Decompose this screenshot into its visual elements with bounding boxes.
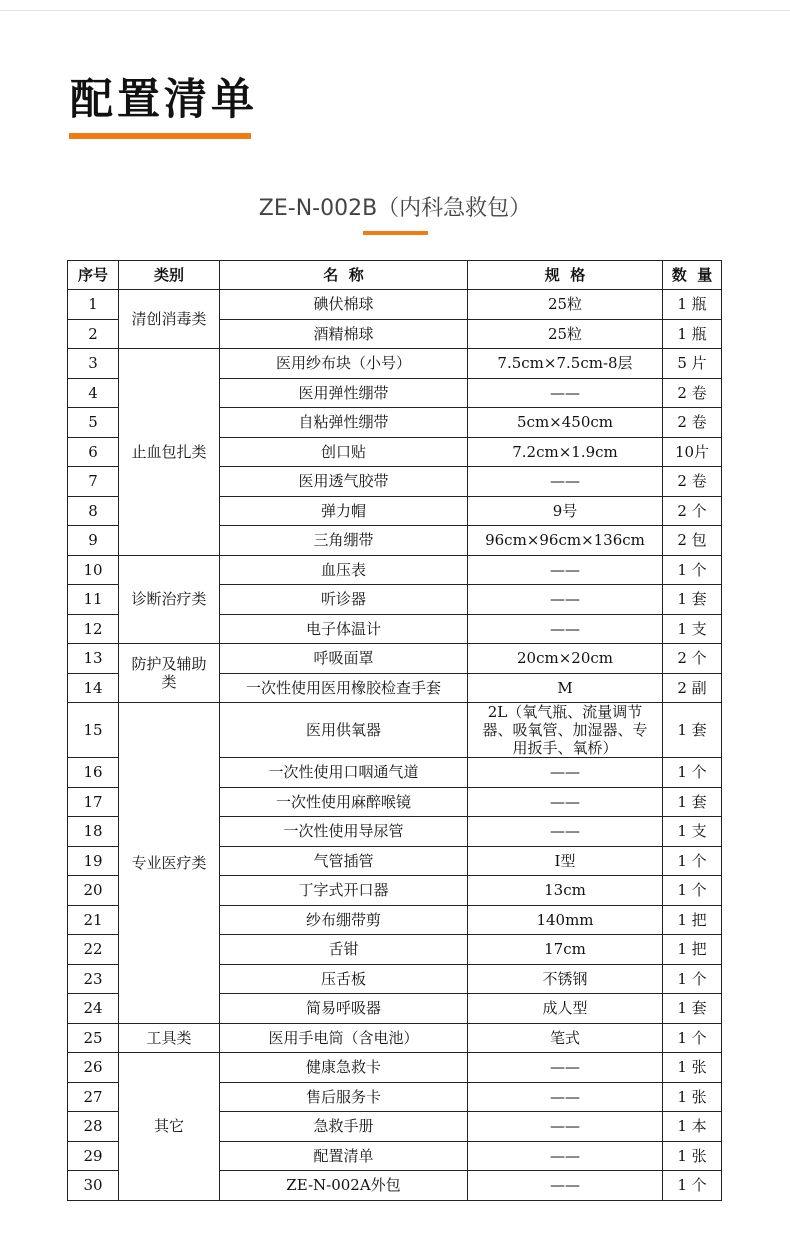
row-number: 8: [68, 496, 119, 526]
item-name: 酒精棉球: [220, 319, 468, 349]
row-number: 17: [68, 787, 119, 817]
item-quantity: 1 支: [663, 614, 722, 644]
item-name: 碘伏棉球: [220, 290, 468, 320]
item-quantity: 1 个: [663, 758, 722, 788]
product-subtitle: ZE-N-002B（内科急救包）: [258, 196, 532, 221]
item-spec: ——: [468, 817, 663, 847]
item-spec: 96cm×96cm×136cm: [468, 526, 663, 556]
item-name: 纱布绷带剪: [220, 905, 468, 935]
row-number: 26: [68, 1053, 119, 1083]
table-row: [68, 1023, 722, 1053]
item-spec: 7.5cm×7.5cm-8层: [468, 349, 663, 379]
item-name: 呼吸面罩: [220, 644, 468, 674]
row-number: 16: [68, 758, 119, 788]
item-quantity: 1 把: [663, 935, 722, 965]
item-name: 配置清单: [220, 1141, 468, 1171]
header-spec: 规 格: [468, 261, 663, 290]
item-spec: ——: [468, 1171, 663, 1201]
row-number: 3: [68, 349, 119, 379]
item-quantity: 1 个: [663, 846, 722, 876]
item-quantity: 1 套: [663, 787, 722, 817]
item-spec: ——: [468, 787, 663, 817]
item-name: ZE-N-002A外包: [220, 1171, 468, 1201]
item-quantity: 1 套: [663, 703, 722, 758]
row-number: 27: [68, 1082, 119, 1112]
row-number: 5: [68, 408, 119, 438]
item-quantity: 2 个: [663, 644, 722, 674]
item-quantity: 1 个: [663, 1171, 722, 1201]
table-body: [68, 290, 722, 1201]
item-name: 医用纱布块（小号）: [220, 349, 468, 379]
table-row: [68, 703, 722, 758]
item-spec: ——: [468, 555, 663, 585]
row-number: 23: [68, 964, 119, 994]
item-spec: 9号: [468, 496, 663, 526]
item-spec: 20cm×20cm: [468, 644, 663, 674]
title-underline: [69, 133, 251, 139]
item-spec: 不锈钢: [468, 964, 663, 994]
row-number: 10: [68, 555, 119, 585]
item-name: 一次性使用麻醉喉镜: [220, 787, 468, 817]
table-row: [68, 555, 722, 585]
item-spec: M: [468, 673, 663, 703]
item-quantity: 1 个: [663, 1023, 722, 1053]
subtitle-underline: [363, 231, 428, 235]
table-row: [68, 644, 722, 674]
item-spec: 13cm: [468, 876, 663, 906]
item-name: 丁字式开口器: [220, 876, 468, 906]
item-spec: ——: [468, 585, 663, 615]
item-spec: ——: [468, 1082, 663, 1112]
row-number: 28: [68, 1112, 119, 1142]
item-spec: 25粒: [468, 319, 663, 349]
item-name: 血压表: [220, 555, 468, 585]
item-name: 简易呼吸器: [220, 994, 468, 1024]
row-number: 11: [68, 585, 119, 615]
row-number: 13: [68, 644, 119, 674]
item-spec: 成人型: [468, 994, 663, 1024]
item-name: 医用透气胶带: [220, 467, 468, 497]
header-category: 类别: [119, 261, 220, 290]
item-spec: 140mm: [468, 905, 663, 935]
item-name: 一次性使用医用橡胶检查手套: [220, 673, 468, 703]
item-name: 医用供氧器: [220, 703, 468, 758]
table-header-row: [68, 261, 722, 290]
item-quantity: 1 张: [663, 1053, 722, 1083]
row-number: 15: [68, 703, 119, 758]
item-quantity: 1 张: [663, 1082, 722, 1112]
item-name: 急救手册: [220, 1112, 468, 1142]
item-spec: Ⅰ型: [468, 846, 663, 876]
item-name: 压舌板: [220, 964, 468, 994]
row-number: 24: [68, 994, 119, 1024]
item-spec: 2L（氧气瓶、流量调节器、吸氧管、加湿器、专用扳手、氧桥）: [468, 703, 663, 758]
row-number: 22: [68, 935, 119, 965]
row-number: 1: [68, 290, 119, 320]
item-name: 自粘弹性绷带: [220, 408, 468, 438]
item-name: 医用弹性绷带: [220, 378, 468, 408]
category-cell: 防护及辅助类: [119, 644, 220, 703]
header-name: 名 称: [220, 261, 468, 290]
item-name: 医用手电筒（含电池）: [220, 1023, 468, 1053]
item-quantity: 1 瓶: [663, 290, 722, 320]
item-spec: ——: [468, 378, 663, 408]
item-spec: 7.2cm×1.9cm: [468, 437, 663, 467]
item-spec: ——: [468, 758, 663, 788]
table-row: [68, 349, 722, 379]
item-quantity: 1 把: [663, 905, 722, 935]
item-quantity: 1 个: [663, 964, 722, 994]
item-spec: 25粒: [468, 290, 663, 320]
item-spec: ——: [468, 1141, 663, 1171]
row-number: 12: [68, 614, 119, 644]
row-number: 25: [68, 1023, 119, 1053]
category-cell: 止血包扎类: [119, 349, 220, 556]
item-name: 气管插管: [220, 846, 468, 876]
item-name: 创口贴: [220, 437, 468, 467]
top-divider: [0, 10, 790, 11]
row-number: 21: [68, 905, 119, 935]
item-quantity: 2 包: [663, 526, 722, 556]
header-qty: 数 量: [663, 261, 722, 290]
item-name: 舌钳: [220, 935, 468, 965]
row-number: 20: [68, 876, 119, 906]
item-quantity: 1 支: [663, 817, 722, 847]
item-name: 弹力帽: [220, 496, 468, 526]
row-number: 2: [68, 319, 119, 349]
table-row: [68, 290, 722, 320]
item-spec: ——: [468, 1112, 663, 1142]
item-quantity: 2 副: [663, 673, 722, 703]
row-number: 18: [68, 817, 119, 847]
item-quantity: 5 片: [663, 349, 722, 379]
item-name: 电子体温计: [220, 614, 468, 644]
item-spec: 5cm×450cm: [468, 408, 663, 438]
row-number: 29: [68, 1141, 119, 1171]
item-quantity: 1 套: [663, 994, 722, 1024]
row-number: 19: [68, 846, 119, 876]
row-number: 4: [68, 378, 119, 408]
item-name: 售后服务卡: [220, 1082, 468, 1112]
item-name: 一次性使用导尿管: [220, 817, 468, 847]
item-quantity: 2 个: [663, 496, 722, 526]
item-name: 听诊器: [220, 585, 468, 615]
item-quantity: 1 张: [663, 1141, 722, 1171]
item-spec: ——: [468, 614, 663, 644]
category-cell: 清创消毒类: [119, 290, 220, 349]
item-spec: 17cm: [468, 935, 663, 965]
page-title: 配置清单: [70, 75, 258, 125]
header-no: 序号: [68, 261, 119, 290]
item-name: 三角绷带: [220, 526, 468, 556]
table-row: [68, 1053, 722, 1083]
item-spec: ——: [468, 1053, 663, 1083]
item-quantity: 1 本: [663, 1112, 722, 1142]
item-quantity: 1 瓶: [663, 319, 722, 349]
row-number: 14: [68, 673, 119, 703]
configuration-table: [67, 260, 722, 1201]
row-number: 30: [68, 1171, 119, 1201]
row-number: 6: [68, 437, 119, 467]
item-name: 一次性使用口咽通气道: [220, 758, 468, 788]
item-quantity: 1 个: [663, 876, 722, 906]
item-quantity: 1 个: [663, 555, 722, 585]
item-quantity: 2 卷: [663, 408, 722, 438]
item-quantity: 2 卷: [663, 467, 722, 497]
item-name: 健康急救卡: [220, 1053, 468, 1083]
item-quantity: 10片: [663, 437, 722, 467]
category-cell: 专业医疗类: [119, 703, 220, 1024]
item-spec: ——: [468, 467, 663, 497]
category-cell: 工具类: [119, 1023, 220, 1053]
item-spec: 笔式: [468, 1023, 663, 1053]
item-quantity: 1 套: [663, 585, 722, 615]
row-number: 7: [68, 467, 119, 497]
category-cell: 其它: [119, 1053, 220, 1201]
item-quantity: 2 卷: [663, 378, 722, 408]
category-cell: 诊断治疗类: [119, 555, 220, 644]
row-number: 9: [68, 526, 119, 556]
